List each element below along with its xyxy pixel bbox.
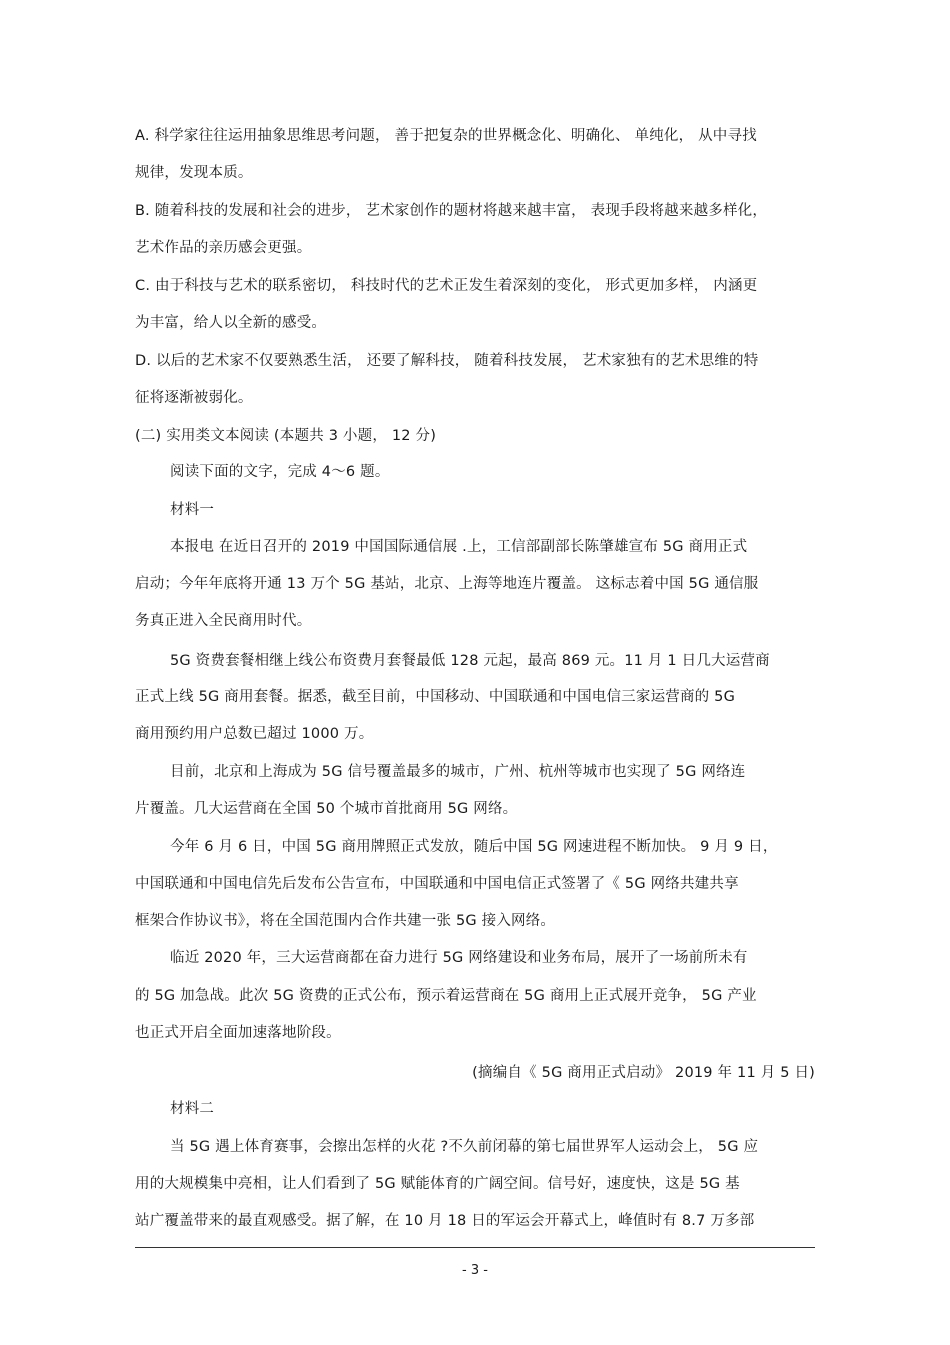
paragraph-5-line-3: 也正式开启全面加速落地阶段。 (135, 1025, 341, 1041)
paragraph-4-line-3: 框架合作协议书》，将在全国范围内合作共建一张 5G 接入网络。 (135, 913, 556, 929)
paragraph-6-line-1: 当 5G 遇上体育赛事，会擦出怎样的火花 ?不久前闭幕的第七届世界军人运动会上， 5G 应 (170, 1139, 759, 1155)
paragraph-6-line-3: 站广覆盖带来的最直观感受。据了解，在 10 月 18 日的军运会开幕式上，峰值时有 8.7 万多部 (135, 1213, 755, 1229)
paragraph-1-line-3: 务真正进入全民商用时代。 (135, 613, 312, 629)
paragraph-2-line-3: 商用预约用户总数已超过 1000 万。 (135, 726, 374, 742)
page-number: - 3 - (462, 1263, 488, 1278)
option-c-line-1: C. 由于科技与艺术的联系密切， 科技时代的艺术正发生着深刻的变化， 形式更加多样， 内涵更 (135, 278, 758, 294)
option-a-line-1: A. 科学家往往运用抽象思维思考问题， 善于把复杂的世界概念化、明确化、 单纯化， 从中寻找 (135, 128, 757, 144)
paragraph-5-line-2: 的 5G 加急战。此次 5G 资费的正式公布，预示着运营商在 5G 商用上正式展开竞争， 5G 产业 (135, 988, 757, 1004)
option-c-line-2: 为丰富，给人以全新的感受。 (135, 315, 327, 331)
option-d-line-1: D. 以后的艺术家不仅要熟悉生活， 还要了解科技， 随着科技发展， 艺术家独有的艺术思维的特 (135, 353, 759, 369)
paragraph-1-line-2: 启动；今年年底将开通 13 万个 5G 基站，北京、上海等地连片覆盖。 这标志着中国 5G 通信服 (135, 576, 759, 592)
instruction: 阅读下面的文字，完成 4～6 题。 (170, 464, 390, 480)
section-heading: (二) 实用类文本阅读 (本题共 3 小题， 12 分) (135, 428, 437, 444)
material-two-label: 材料二 (170, 1101, 215, 1117)
paragraph-2-line-1: 5G 资费套餐相继上线公布资费月套餐最低 128 元起，最高 869 元。11 月 1 日几大运营商 (170, 653, 770, 669)
option-b-line-1: B. 随着科技的发展和社会的进步， 艺术家创作的题材将越来越丰富， 表现手段将越来越多样化， (135, 203, 768, 219)
paragraph-5-line-1: 临近 2020 年，三大运营商都在奋力进行 5G 网络建设和业务布局，展开了一场前所未有 (170, 950, 748, 966)
paragraph-1-line-1: 本报电 在近日召开的 2019 中国国际通信展 .上，工信部副部长陈肇雄宣布 5G 商用正式 (170, 539, 748, 555)
option-b-line-2: 艺术作品的亲历感会更强。 (135, 240, 312, 256)
paragraph-3-line-1: 目前，北京和上海成为 5G 信号覆盖最多的城市，广州、杭州等城市也实现了 5G 网络连 (170, 764, 746, 780)
paragraph-4-line-2: 中国联通和中国电信先后发布公告宣布，中国联通和中国电信正式签署了《 5G 网络共建共享 (135, 876, 739, 892)
option-a-line-2: 规律，发现本质。 (135, 165, 253, 181)
paragraph-6-line-2: 用的大规模集中亮相，让人们看到了 5G 赋能体育的广阔空间。信号好，速度快，这是 5G 基 (135, 1176, 740, 1192)
material-one-label: 材料一 (170, 502, 215, 518)
paragraph-4-line-1: 今年 6 月 6 日，中国 5G 商用牌照正式发放，随后中国 5G 网速进程不断加快。 9 月 9 日， (170, 839, 778, 855)
paragraph-3-line-2: 片覆盖。几大运营商在全国 50 个城市首批商用 5G 网络。 (135, 801, 518, 817)
option-d-line-2: 征将逐渐被弱化。 (135, 390, 253, 406)
source-citation: (摘编自《 5G 商用正式启动》 2019 年 11 月 5 日) (472, 1065, 815, 1081)
paragraph-2-line-2: 正式上线 5G 商用套餐。据悉，截至目前，中国移动、中国联通和中国电信三家运营商的 5G (135, 689, 736, 705)
footer-divider (135, 1247, 815, 1248)
